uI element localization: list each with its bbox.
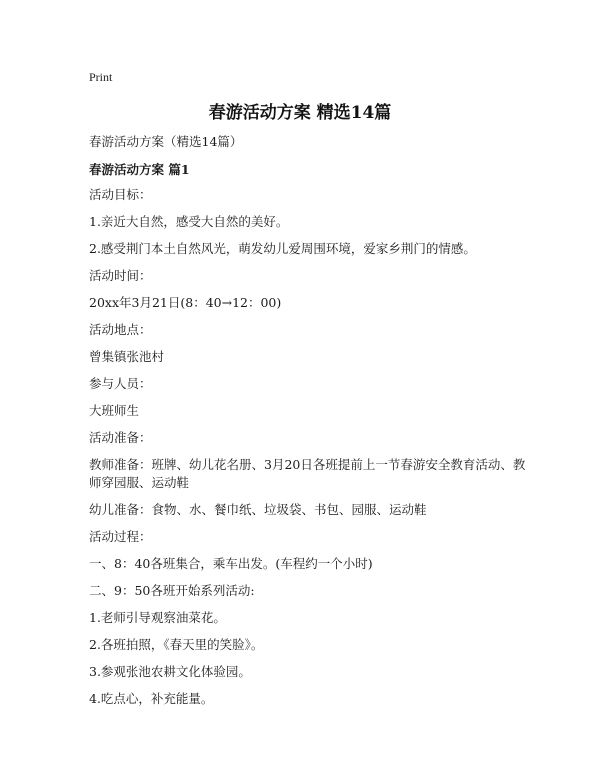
paragraph: 活动过程： xyxy=(89,529,152,544)
paragraph: 2.感受荆门本土自然风光，萌发幼儿爱周围环境，爱家乡荆门的情感。 xyxy=(89,241,476,256)
section-heading: 春游活动方案 篇1 xyxy=(89,162,190,177)
paragraph: 二、9：50各班开始系列活动: xyxy=(89,583,255,598)
paragraph: 幼儿准备：食物、水、餐巾纸、垃圾袋、书包、园服、运动鞋 xyxy=(89,502,427,517)
paragraph: 大班师生 xyxy=(89,403,140,418)
paragraph: 活动准备： xyxy=(89,430,152,445)
document-subtitle: 春游活动方案（精选14篇） xyxy=(89,134,243,149)
paragraph: 参与人员： xyxy=(89,376,152,391)
paragraph: 4.吃点心，补充能量。 xyxy=(89,691,214,706)
document-title: 春游活动方案 精选14篇 xyxy=(208,103,392,123)
paragraph: 活动时间： xyxy=(89,268,152,283)
print-label: Print xyxy=(89,70,113,84)
paragraph: 20xx年3月21日(8：40→12：00) xyxy=(89,295,282,310)
paragraph: 3.参观张池农耕文化体验园。 xyxy=(89,664,251,679)
paragraph: 一、8：40各班集合，乘车出发。(车程约一个小时) xyxy=(89,556,373,571)
paragraph: 教师准备：班牌、幼儿花名册、3月20日各班提前上一节春游安全教育活动、教师穿园服、运动鞋 xyxy=(89,457,526,490)
document-body xyxy=(89,186,529,717)
paragraph: 1.亲近大自然，感受大自然的美好。 xyxy=(89,214,289,229)
paragraph: 1.老师引导观察油菜花。 xyxy=(89,610,226,625)
paragraph: 2.各班拍照，《春天里的笑脸》。 xyxy=(89,637,264,652)
paragraph: 活动目标： xyxy=(89,187,152,202)
paragraph: 活动地点： xyxy=(89,322,152,337)
paragraph: 曾集镇张池村 xyxy=(89,349,165,364)
